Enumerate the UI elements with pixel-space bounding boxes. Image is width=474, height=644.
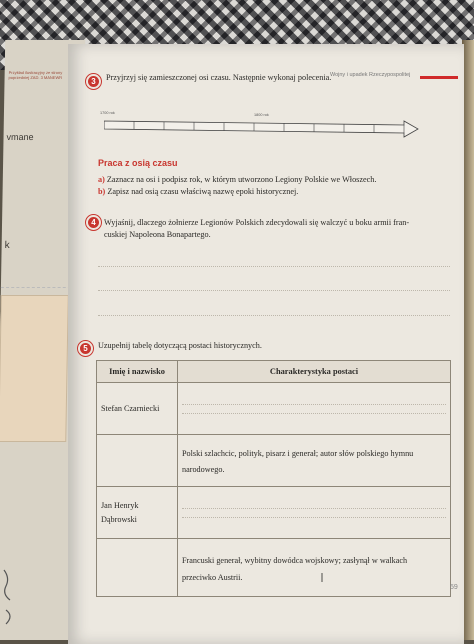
chapter-header: Wojny i upadek Rzeczypospolitej: [330, 72, 411, 78]
text-cursor-icon: [320, 573, 324, 582]
task-4-line-1: Wyjaśnij, dlaczego żołnierze Legionów Polskich zdecydowali się walczyć u boku armii fran-: [104, 218, 410, 227]
workbook-page: [68, 44, 464, 644]
timeline-mid-label: 1800 rok: [254, 113, 269, 117]
row-2-name-cell[interactable]: [97, 435, 178, 487]
table-header-row: [97, 361, 451, 383]
row-3-description-cell[interactable]: [178, 487, 451, 539]
row-3-name-line-2: Dąbrowski: [101, 514, 137, 524]
item-a-text: Zaznacz na osi i podpisz rok, w którym utworzono Legiony Polskie we Włoszech.: [106, 175, 377, 184]
task-4-line-2: cuskiej Napoleona Bonapartego.: [104, 230, 211, 239]
row-1-name: Stefan Czarniecki: [97, 383, 178, 435]
left-page-caption: Przykład ilustracyjny ze strony poprzedniej ZAD. 3 MANEWR: [8, 70, 63, 80]
task-3-subheading: Praca z osią czasu: [98, 158, 178, 168]
header-name: Imię i nazwisko: [97, 361, 178, 383]
table-row: [97, 487, 451, 539]
row-1-description-cell[interactable]: [178, 383, 451, 435]
item-a-letter: a): [98, 175, 105, 184]
row-2-description: [178, 435, 451, 487]
item-b-text: Zapisz nad osią czasu właściwą nazwę epoki historycznej.: [107, 187, 299, 196]
table-row: [97, 435, 451, 487]
header-accent-bar: [420, 76, 458, 79]
answer-line-3[interactable]: [98, 315, 450, 316]
historical-figures-table: [96, 360, 451, 597]
row-3-name: [97, 487, 178, 539]
left-page-divider: [1, 287, 71, 288]
row-4-desc-line-2: przeciwko Austrii.: [182, 572, 243, 582]
row-4-name-cell[interactable]: [97, 539, 178, 597]
row-4-description: [178, 539, 451, 597]
task-5-number: 5: [80, 343, 91, 354]
left-page-char: k: [4, 240, 10, 251]
answer-line-2[interactable]: [98, 290, 450, 291]
left-page-fragment: vmane: [6, 132, 34, 142]
task-3-item-b: [98, 187, 298, 196]
timeline-axis[interactable]: [104, 119, 420, 143]
item-b-letter: b): [98, 187, 106, 196]
row-3-name-line-1: Jan Henryk: [101, 500, 139, 510]
row-2-desc-line-2: narodowego.: [182, 464, 225, 474]
pencil-icon: [0, 560, 20, 632]
task-4-number: 4: [88, 217, 99, 228]
task-3-item-a: [98, 175, 376, 184]
task-3-number: 3: [88, 76, 99, 87]
task-5-instruction: Uzupełnij tabelę dotyczącą postaci historycznych.: [98, 341, 262, 350]
timeline: [100, 111, 420, 133]
task-3-instruction: Przyjrzyj się zamieszczonej osi czasu. Następnie wykonaj polecenia.: [106, 73, 332, 82]
header-description: Charakterystyka postaci: [178, 361, 451, 383]
row-2-desc-line-1: Polski szlachcic, polityk, pisarz i generał; autor słów polskiego hymnu: [182, 448, 414, 458]
page-number: 59: [450, 584, 458, 591]
table-row: [97, 383, 451, 435]
row-4-desc-line-1: Francuski generał, wybitny dowódca wojskowy; zasłynął w walkach: [182, 555, 408, 565]
left-page-box: [0, 295, 69, 442]
table-row: [97, 539, 451, 597]
timeline-start-label: 1700 rok: [100, 111, 115, 115]
answer-line-1[interactable]: [98, 266, 450, 267]
